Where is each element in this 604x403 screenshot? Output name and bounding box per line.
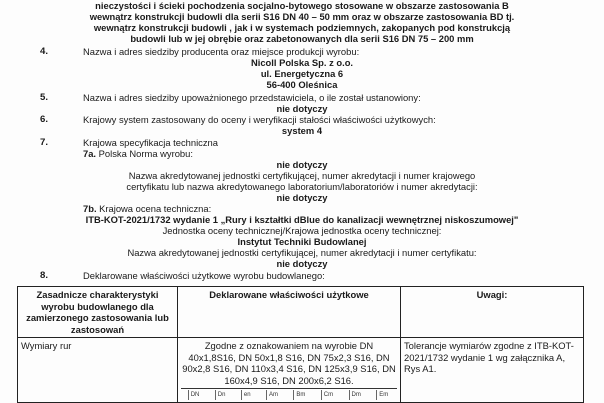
mini-col-header: en <box>241 390 253 400</box>
section-7a-value-2: nie dotyczy <box>276 192 328 203</box>
section-7b-body-2: Nazwa akredytowanej jednostki certyfikującej, numer akredytacji i numer certyfikatu: <box>127 247 477 258</box>
table-row <box>18 338 584 403</box>
section-5-label: Nazwa i adres siedziby upoważnionego przedstawiciela, o ile został ustanowiony: <box>83 92 421 103</box>
intro-line-2: wewnątrz konstrukcji budowli dla serii S16 DN 40 – 50 mm oraz w obszarze zastosowania BD tj. <box>89 11 515 22</box>
mini-col-header: DN <box>188 390 202 400</box>
mini-col-header: Am <box>266 390 280 400</box>
cell-declared <box>178 338 401 403</box>
properties-table <box>17 286 584 403</box>
section-7b-number: 7b. <box>83 203 97 214</box>
section-7-label: Krajowa specyfikacja techniczna <box>83 137 218 148</box>
section-4-number: 4. <box>40 46 49 57</box>
section-7b-heading <box>83 203 211 214</box>
section-7a-label: Polska Norma wyrobu: <box>98 148 193 159</box>
section-8-number: 8. <box>40 270 49 281</box>
mini-col-header: Dm <box>349 390 363 400</box>
section-7-number: 7. <box>40 137 49 148</box>
section-7b-value: ITB-KOT-2021/1732 wydanie 1 „Rury i kształtki dBlue do kanalizacji wewnętrznej niskoszumowej" <box>85 214 519 225</box>
header-remarks: Uwagi: <box>401 287 584 338</box>
section-7b-body: Jednostka oceny technicznej/Krajowa jednostka oceny technicznej: <box>162 225 442 236</box>
section-5-value: nie dotyczy <box>276 103 328 114</box>
section-5-number: 5. <box>40 92 49 103</box>
declared-dimensions-text: Zgodne z oznakowaniem na wyrobie DN 40x1,8S16, DN 50x1,8 S16, DN 75x2,3 S16, DN 90x2,8 S16, DN 110x3,4 S16, DN 125x3,9 S16, DN 160x4,9 S16, DN 200x6,2 S16. <box>182 340 396 386</box>
section-7a-body-2: certyfikatu lub nazwa akredytowanego laboratorium/laboratoriów i numer akredytacji: <box>126 181 478 192</box>
intro-line-4: budowli lub w jej obrębie oraz zabetonowanych dla serii S16 DN 75 – 200 mm <box>130 33 474 44</box>
intro-line-3: wewnątrz konstrukcji budowli , jak i w systemach podziemnych, zakopanych pod konstrukcją <box>93 22 511 33</box>
section-6-value: system 4 <box>281 125 323 136</box>
mini-col-header: Dn <box>215 390 228 400</box>
section-8-label: Deklarowane właściwości użytkowe wyrobu budowlanego: <box>83 270 325 281</box>
dimension-subtable-header <box>181 388 397 400</box>
table-header-row <box>18 287 584 338</box>
mini-col-header: Cm <box>321 390 335 400</box>
header-characteristics: Zasadnicze charakterystyki wyrobu budowlanego dla zamierzonego zastosowania lub zastosowań <box>18 287 178 338</box>
mini-col-header: Bm <box>293 390 307 400</box>
mini-col-header: Em <box>376 390 390 400</box>
producer-city: 56-400 Oleśnica <box>266 79 338 90</box>
section-7a-heading <box>83 148 193 159</box>
section-7a-number: 7a. <box>83 148 97 159</box>
cell-remarks: Tolerancje wymiarów zgodne z ITB-KOT-2021/1732 wydanie 1 wg załącznika A, Rys A1. <box>401 338 584 403</box>
section-6-label: Krajowy system zastosowany do oceny i weryfikacji stałości właściwości użytkowych: <box>83 114 436 125</box>
section-7b-value-2: nie dotyczy <box>276 258 328 269</box>
section-7a-body-1: Nazwa akredytowanej jednostki certyfikującej, numer akredytacji i numer krajowego <box>128 170 476 181</box>
section-7a-value: nie dotyczy <box>276 159 328 170</box>
section-4-label: Nazwa i adres siedziby producenta oraz miejsce produkcji wyrobu: <box>83 46 360 57</box>
cell-characteristic: Wymiary rur <box>18 338 178 403</box>
producer-company: Nicoll Polska Sp. z o.o. <box>250 57 354 68</box>
section-7b-institute: Instytut Techniki Budowlanej <box>237 236 367 247</box>
header-declared-properties: Deklarowane właściwości użytkowe <box>178 287 401 338</box>
section-7b-label: Krajowa ocena techniczna: <box>99 203 212 214</box>
producer-street: ul. Energetyczna 6 <box>260 68 344 79</box>
intro-line-1: nieczystości i ścieki pochodzenia socjalno-bytowego stosowane w obszarze zastosowania B <box>95 0 509 11</box>
section-6-number: 6. <box>40 114 49 125</box>
